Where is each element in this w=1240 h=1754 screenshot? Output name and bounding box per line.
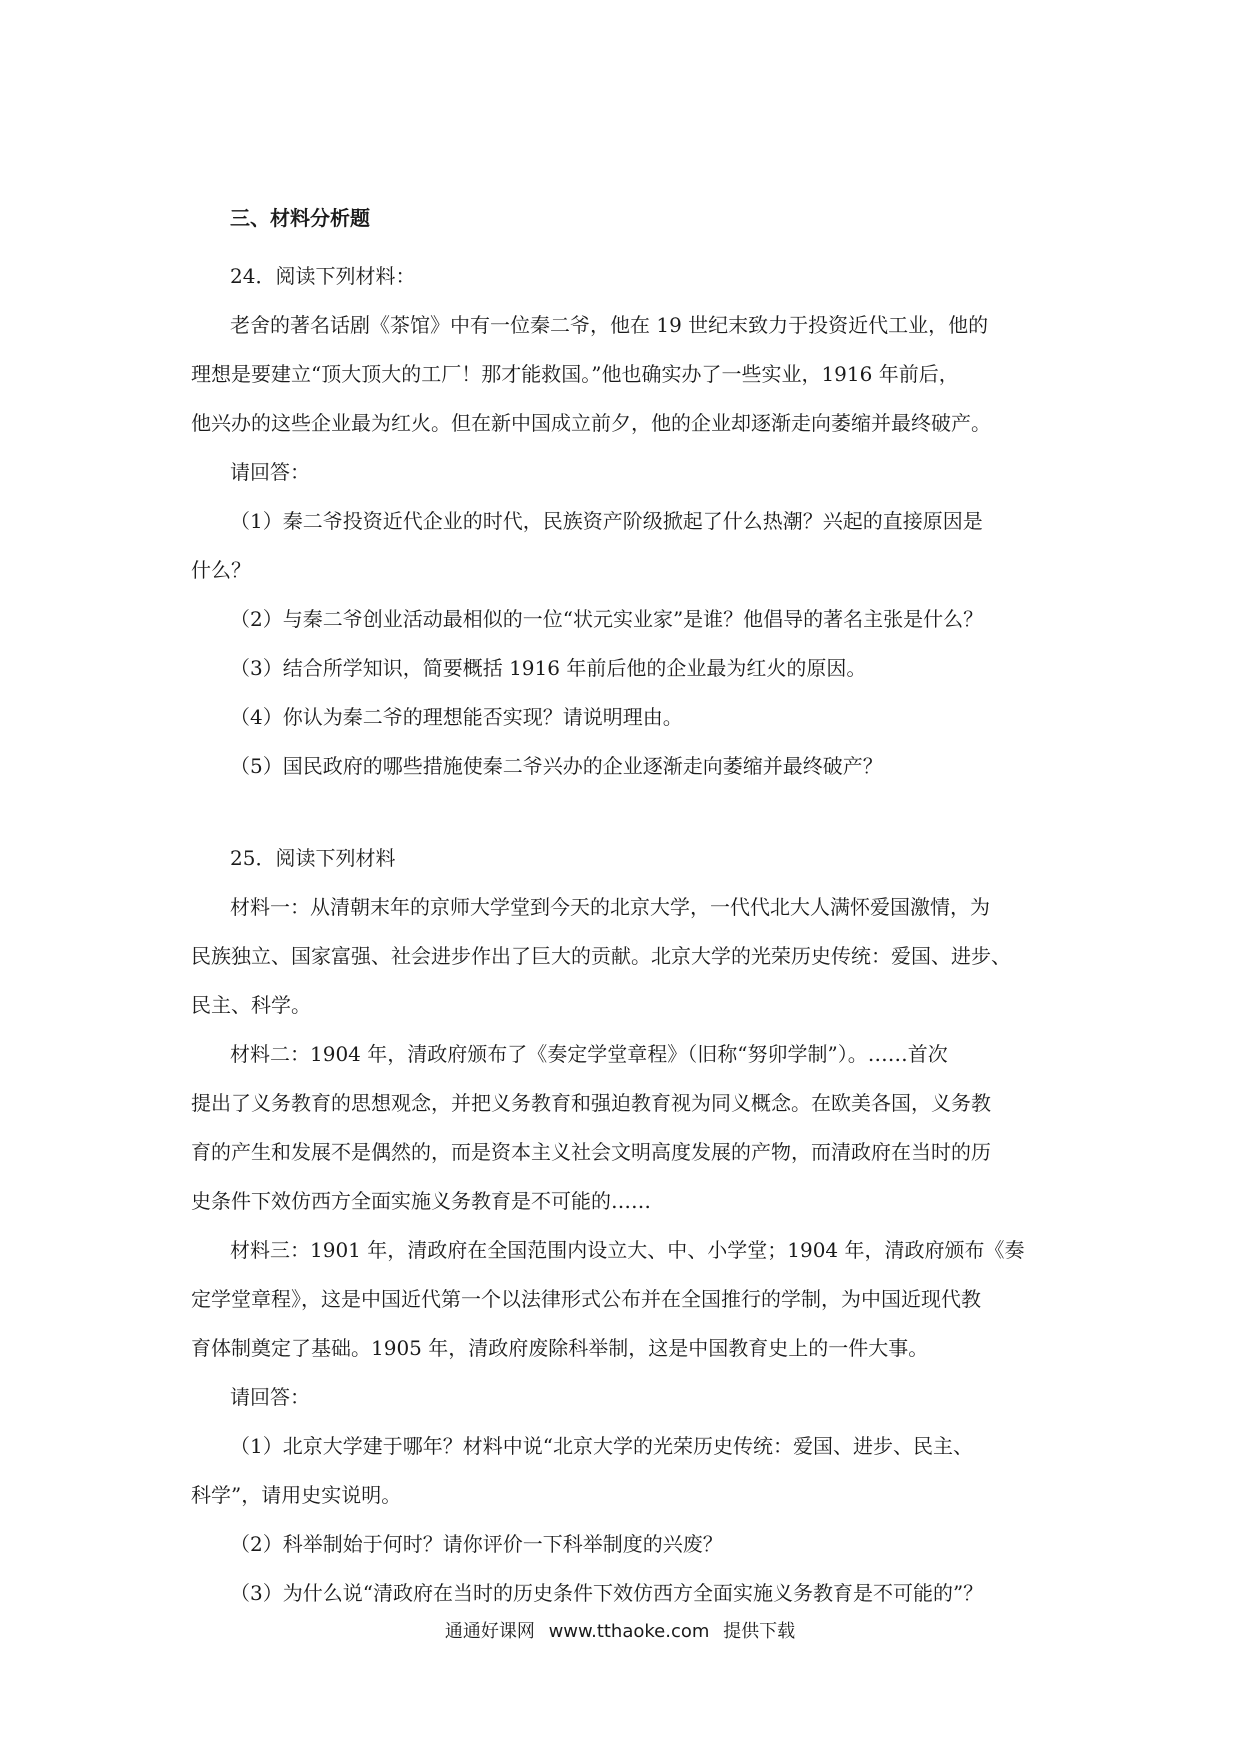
material-line: 材料二：1904 年，清政府颁布了《奏定学堂章程》（旧称“努卯学制”）。……首次 xyxy=(230,1042,948,1066)
material-two xyxy=(191,1030,1053,1226)
page-footer xyxy=(0,1617,1240,1643)
question-25-sub-1-cont: 科学”，请用史实说明。 xyxy=(191,1483,402,1507)
question-25 xyxy=(191,834,1053,1618)
question-25-title: 25．阅读下列材料 xyxy=(230,846,396,870)
material-line: 育体制奠定了基础。1905 年，清政府废除科举制，这是中国教育史上的一件大事。 xyxy=(191,1336,929,1360)
section-heading: 三、材料分析题 xyxy=(230,206,370,230)
question-24-sub-3: （3）结合所学知识，简要概括 1916 年前后他的企业最为红火的原因。 xyxy=(230,656,867,680)
material-line: 提出了义务教育的思想观念，并把义务教育和强迫教育视为同义概念。在欧美各国，义务教 xyxy=(191,1091,991,1115)
page-content xyxy=(191,204,1053,1618)
footer-suffix: 提供下载 xyxy=(723,1621,796,1642)
question-24-sub-5: （5）国民政府的哪些措施使秦二爷兴办的企业逐渐走向萎缩并最终破产？ xyxy=(230,754,883,778)
material-one xyxy=(191,883,1053,1030)
material-three xyxy=(191,1226,1053,1373)
question-24 xyxy=(191,252,1053,791)
question-24-sub-2: （2）与秦二爷创业活动最相似的一位“状元实业家”是谁？他倡导的著名主张是什么？ xyxy=(230,607,984,631)
material-line: 材料一：从清朝末年的京师大学堂到今天的北京大学，一代代北大人满怀爱国激情，为 xyxy=(230,895,990,919)
material-line: 民族独立、国家富强、社会进步作出了巨大的贡献。北京大学的光荣历史传统：爱国、进步、 xyxy=(191,944,1011,968)
material-line: 他兴办的这些企业最为红火。但在新中国成立前夕，他的企业却逐渐走向萎缩并最终破产。 xyxy=(191,411,991,435)
footer-site-name: 通通好课网 xyxy=(444,1621,535,1642)
footer-url[interactable]: www.tthaoke.com xyxy=(548,1621,710,1642)
question-25-sub-1: （1）北京大学建于哪年？材料中说“北京大学的光荣历史传统：爱国、进步、民主、 xyxy=(230,1434,973,1458)
material-line: 理想是要建立“顶大顶大的工厂！那才能救国。”他也确实办了一些实业，1916 年前后， xyxy=(191,362,959,386)
material-line: 史条件下效仿西方全面实施义务教育是不可能的…… xyxy=(191,1189,651,1213)
material-line: 育的产生和发展不是偶然的，而是资本主义社会文明高度发展的产物，而清政府在当时的历 xyxy=(191,1140,991,1164)
material-line: 定学堂章程》，这是中国近代第一个以法律形式公布并在全国推行的学制，为中国近现代教 xyxy=(191,1287,981,1311)
question-24-title: 24．阅读下列材料： xyxy=(230,264,416,288)
question-25-sub-2: （2）科举制始于何时？请你评价一下科举制度的兴废？ xyxy=(230,1532,723,1556)
question-24-material xyxy=(191,301,1053,448)
question-24-prompt: 请回答： xyxy=(230,460,310,484)
material-line: 民主、科学。 xyxy=(191,993,311,1017)
spacer xyxy=(191,791,1053,834)
material-line: 老舍的著名话剧《茶馆》中有一位秦二爷，他在 19 世纪末致力于投资近代工业，他的 xyxy=(230,313,989,337)
question-24-sub-4: （4）你认为秦二爷的理想能否实现？请说明理由。 xyxy=(230,705,683,729)
question-24-sub-1-cont: 什么？ xyxy=(191,558,251,582)
question-24-sub-1: （1）秦二爷投资近代企业的时代，民族资产阶级掀起了什么热潮？兴起的直接原因是 xyxy=(230,509,983,533)
question-25-sub-3: （3）为什么说“清政府在当时的历史条件下效仿西方全面实施义务教育是不可能的”？ xyxy=(230,1581,984,1605)
question-25-prompt: 请回答： xyxy=(230,1385,310,1409)
material-line: 材料三：1901 年，清政府在全国范围内设立大、中、小学堂；1904 年，清政府颁布《奏 xyxy=(230,1238,1025,1262)
